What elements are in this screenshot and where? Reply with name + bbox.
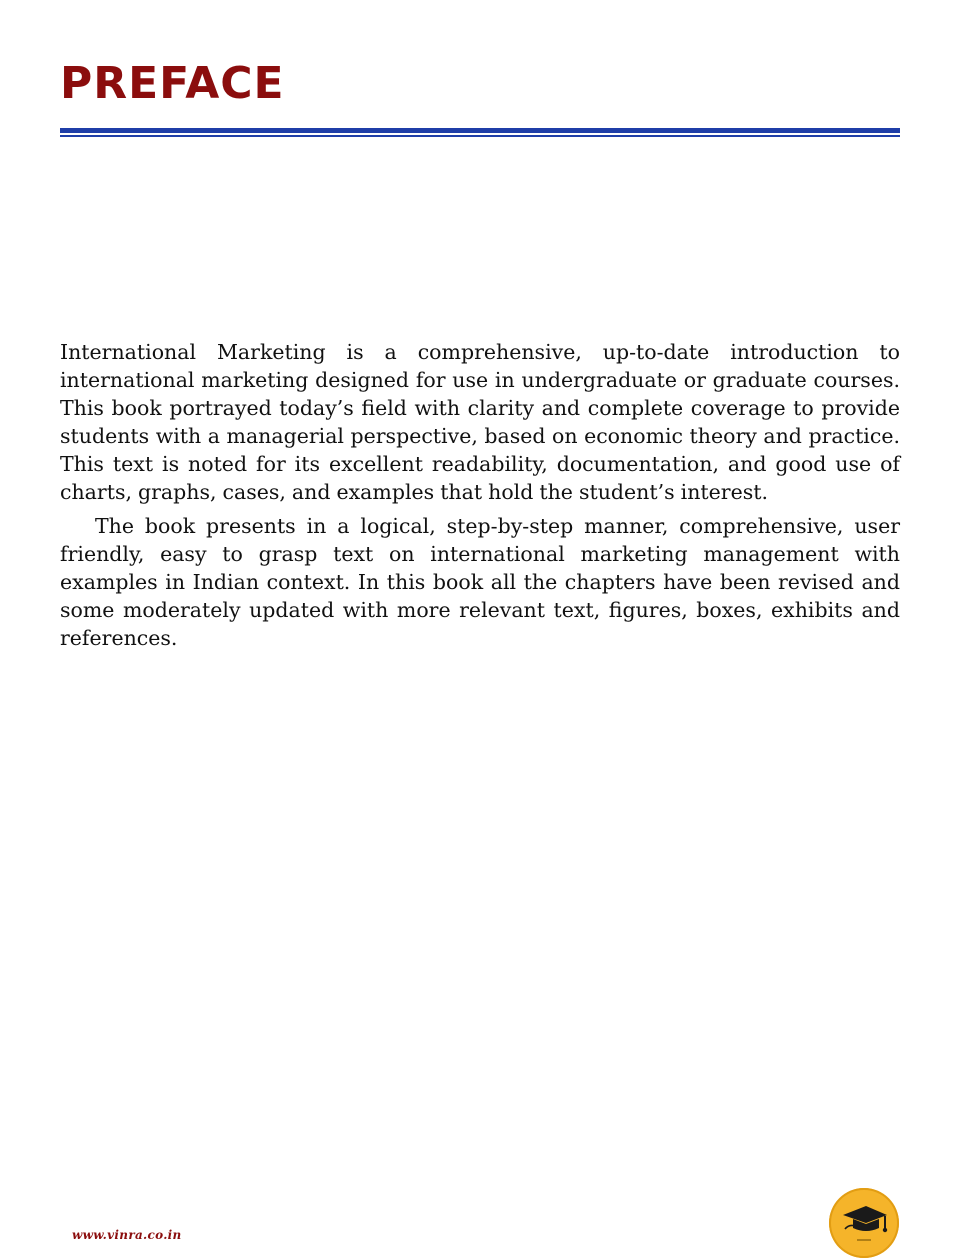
title-divider-thick <box>60 128 900 133</box>
page-title: PREFACE <box>60 58 285 109</box>
preface-paragraph-2: The book presents in a logical, step-by-step manner, comprehensive, user friendly, easy to grasp text on international marketing management with examples in Indian context. In this book all the chapters have been revised and some moderately updated with more relevant text, figures, boxes, exhibits and references. <box>60 514 900 650</box>
preface-paragraph-1: International Marketing is a comprehensive, up-to-date introduction to international marketing designed for use in undergraduate or graduate courses. This book portrayed today’s field with clarity and complete coverage to provide students with a managerial perspective, based on economic theory and practice. This text is noted for its excellent readability, documentation, and good use of charts, graphs, cases, and examples that hold the student’s interest. <box>60 340 900 504</box>
graduation-cap-icon <box>829 1188 899 1258</box>
preface-body <box>60 338 900 652</box>
footer-website-link[interactable]: www.vinra.co.in <box>72 1228 182 1242</box>
publisher-logo <box>829 1188 899 1258</box>
title-divider-thin <box>60 135 900 137</box>
